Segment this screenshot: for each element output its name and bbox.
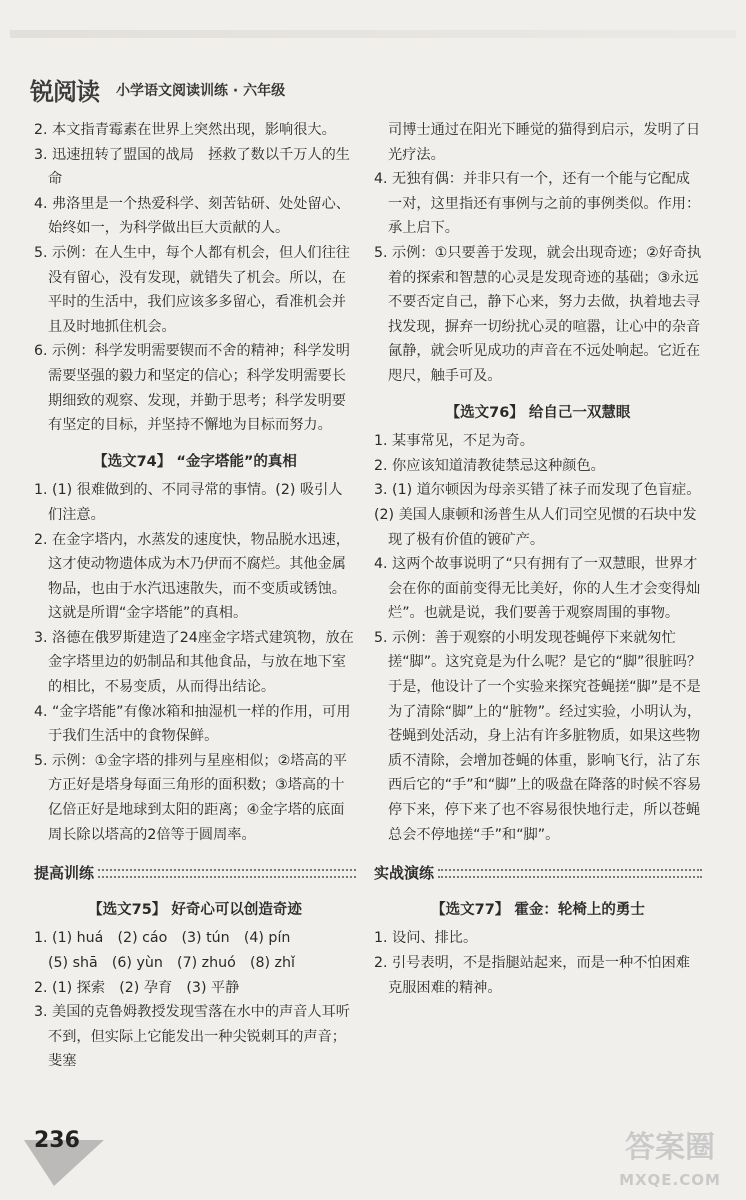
- page-top-band: [10, 30, 736, 38]
- pinyin-answers-line: 1. (1) huá (2) cáo (3) tún (4) pín: [34, 930, 291, 947]
- answer-continuation: 司博士通过在阳光下睡觉的猫得到启示，发明了日光疗法。: [388, 122, 701, 163]
- answer-item: 5. 示例：善于观察的小明发现苍蝇停下来就匆忙搓“脚”。这究竟是为什么呢？是它的“脚”很脏吗？于是，他设计了一个实验来探究苍蝇搓“脚”是不是为了清除“脚”上的“脏物”。经过实验，小明认为，苍蝇到处活动，身上沾有许多脏物质，如果这些物质不清除，会增加苍蝇的体重，影响飞行，沾了东西后它的“手”和“脚”上的吸盘在降落的时候不容易停下来，停下来了也不容易很快地行走，所以苍蝇总会不停地搓“手”和“脚”。: [374, 629, 702, 843]
- page-number: 236: [34, 1128, 80, 1153]
- answer-item: 6. 示例：科学发明需要锲而不舍的精神；科学发明需要坚强的毅力和坚定的信心；科学发明需要长期细致的观察、发现，并勤于思考；科学发明要有坚定的目标，并坚持不懈地为目标而努力。: [34, 343, 350, 434]
- section-74-title: 【选文74】 “金字塔能”的真相: [93, 453, 297, 470]
- band-divider: [438, 869, 702, 878]
- answer-item: 2. (1) 探索 (2) 孕育 (3) 平静: [34, 979, 240, 996]
- section-76-title: 【选文76】 给自己一双慧眼: [445, 404, 631, 421]
- answer-item: 5. 示例：①只要善于发现，就会出现奇迹；②好奇执着的探索和智慧的心灵是发现奇迹的基础；③永远不要否定自己，静下心来，努力去做，执着地去寻找发现，摒弃一切纷扰心灵的喧嚣，让心中的杂音氤静，就会听见成功的声音在不远处响起。它近在咫尺，触手可及。: [374, 244, 702, 384]
- section-band-practice: [374, 861, 702, 886]
- band-label: 提高训练: [34, 864, 95, 883]
- left-column: [34, 118, 356, 1074]
- band-divider: [98, 869, 356, 878]
- answer-item: 1. (1) 很难做到的、不同寻常的事情。(2) 吸引人们注意。: [34, 482, 343, 523]
- answer-item: 3. 美国的克鲁姆教授发现雪落在水中的声音人耳听不到，但实际上它能发出一种尖锐刺耳的声音；斐塞: [34, 1004, 350, 1070]
- watermark-url: MXQE.COM: [619, 1171, 721, 1189]
- answer-item: 2. 你应该知道清教徒禁忌这种颜色。: [374, 457, 605, 474]
- answer-item: 5. 示例：在人生中，每个人都有机会，但人们往往没有留心，没有发现，就错失了机会。所以，在平时的生活中，我们应该多多留心，看准机会并且及时地抓住机会。: [34, 244, 350, 335]
- watermark-text: 答案圈: [625, 1130, 715, 1165]
- watermark-logo: [610, 1132, 730, 1196]
- answer-item: 1. 设问、排比。: [374, 930, 478, 947]
- band-label: 实战演练: [374, 864, 435, 883]
- book-subtitle: 小学语文阅读训练 · 六年级: [116, 83, 286, 99]
- right-column: [374, 118, 702, 1000]
- answer-item: 4. 弗洛里是一个热爱科学、刻苦钻研、处处留心、始终如一，为科学做出巨大贡献的人。: [34, 195, 350, 237]
- answer-item: 1. 某事常见，不足为奇。: [374, 433, 534, 450]
- answer-item: 2. 本文指青霉素在世界上突然出现，影响很大。: [34, 122, 336, 138]
- answer-item: 3. 迅速扭转了盟国的战局 拯救了数以千万人的生命: [34, 146, 350, 188]
- section-band-improve: [34, 861, 356, 886]
- answer-item: 4. 无独有偶：并非只有一个，还有一个能与它配成一对，这里指还有事例与之前的事例类似。作用：承上启下。: [374, 171, 701, 237]
- answer-item: 4. “金字塔能”有像冰箱和抽湿机一样的作用，可用于我们生活中的食物保鲜。: [34, 703, 351, 745]
- answer-item: 2. 引号表明，不是指腿站起来，而是一种不怕困难克服困难的精神。: [374, 955, 690, 996]
- answer-item: 2. 在金字塔内，水蒸发的速度快，物品脱水迅速，这才使动物遗体成为木乃伊而不腐烂。其他金属物品，也由于水汽迅速散失，而不变质或锈蚀。这就是所谓“金字塔能”的真相。: [34, 531, 350, 622]
- section-75-title: 【选文75】 好奇心可以创造奇迹: [88, 901, 302, 918]
- section-77-title: 【选文77】 霍金：轮椅上的勇士: [431, 901, 645, 918]
- answer-item: 3. (1) 道尔顿因为母亲买错了袜子而发现了色盲症。: [374, 482, 701, 499]
- answer-item: 5. 示例：①金字塔的排列与星座相似；②塔高的平方正好是塔身每面三角形的面积数；③塔高的十亿倍正好是地球到太阳的距离；④金字塔的底面周长除以塔高的2倍等于圆周率。: [34, 752, 348, 843]
- series-logo: 锐阅读: [30, 77, 99, 106]
- answer-item: 3. 洛德在俄罗斯建造了24座金字塔式建筑物，放在金字塔里边的奶制品和其他食品，与放在地下室的相比，不易变质，从而得出结论。: [34, 629, 354, 696]
- answer-item: (2) 美国人康顿和汤普生从人们司空见惯的石块中发现了极有价值的镀矿产。: [374, 506, 697, 548]
- page-header: [30, 72, 370, 112]
- pinyin-answers-line: (5) shā (6) yùn (7) zhuó (8) zhǐ: [48, 955, 295, 971]
- answer-item: 4. 这两个故事说明了“只有拥有了一双慧眼，世界才会在你的面前变得无比美好，你的人生才会变得灿烂”。也就是说，我们要善于观察周围的事物。: [374, 556, 701, 622]
